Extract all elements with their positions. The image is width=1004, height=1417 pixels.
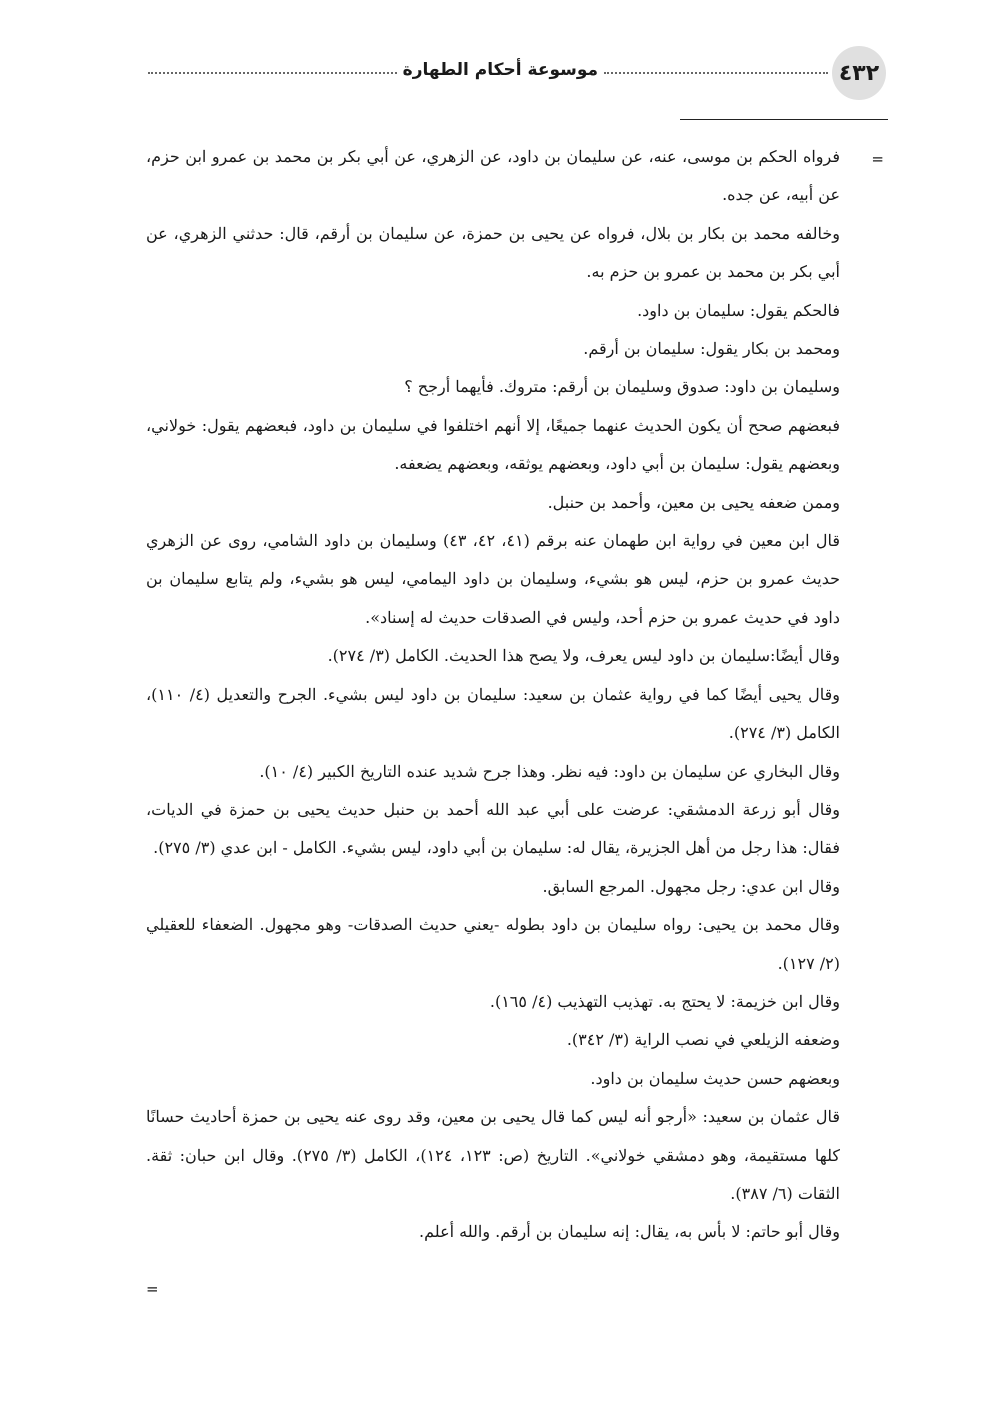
paragraph: وقال محمد بن يحيى: رواه سليمان بن داود بطوله -يعني حديث الصدقات- وهو مجهول. الضعفاء للعقيلي (٢/ ١٢٧). [146, 915, 841, 973]
paragraph: وخالفه محمد بن بكار بن بلال، فرواه عن يحيى بن حمزة، عن سليمان بن أرقم، قال: حدثني الزهري، عن أبي بكر بن محمد بن عمرو بن حزم به. [146, 223, 840, 282]
paragraph: وسليمان بن داود: صدوق وسليمان بن أرقم: متروك. فأيهما أرجح ؟ [404, 377, 840, 397]
continuation-marker-bottom: = [146, 1280, 159, 1298]
paragraph: وقال البخاري عن سليمان بن داود: فيه نظر. وهذا جرح شديد عنده التاريخ الكبير (٤/ ١٠). [259, 761, 840, 781]
paragraph: وقال ابن خزيمة: لا يحتج به. تهذيب التهذيب (٤/ ١٦٥). [489, 991, 840, 1011]
paragraph: وقال أبو زرعة الدمشقي: عرضت على أبي عبد الله أحمد بن حنبل حديث يحيى بن حمزة في الديات، فقال: هذا رجل من أهل الجزيرة، يقال له: سليمان بن أبي داود، ليس بشيء. الكامل - ابن عدي (٣/ ٢٧٥). [146, 799, 840, 858]
leader-dots-left [148, 72, 397, 74]
paragraph: وقال ابن عدي: رجل مجهول. المرجع السابق. [542, 876, 840, 896]
paragraph: فبعضهم صحح أن يكون الحديث عنهما جميعًا، إلا أنهم اختلفوا في سليمان بن داود، فبعضهم يقول: خولاني، وبعضهم يقول: سليمان بن أبي داود، وبعضهم يوثقه، وبعضهم يضعفه. [146, 415, 840, 474]
paragraph: ومحمد بن بكار يقول: سليمان بن أرقم. [583, 339, 840, 359]
footnote-body [146, 138, 840, 1252]
leader-dots-right [604, 72, 828, 74]
paragraph: وضعفه الزيلعي في نصب الراية (٣/ ٣٤٢). [566, 1030, 840, 1050]
paragraph: فالحكم يقول: سليمان بن داود. [637, 300, 840, 320]
footnote-rule [680, 119, 888, 120]
paragraph: وبعضهم حسن حديث سليمان بن داود. [590, 1068, 840, 1088]
page-header [148, 46, 892, 102]
paragraph: قال ابن معين في رواية ابن طهمان عنه برقم (٤١، ٤٢، ٤٣) وسليمان بن داود الشامي، روى عن الزهري حديث عمرو بن حزم، ليس هو بشيء، وسليمان بن داود اليمامي، ليس هو بشيء، ولم يتابع سليمان بن داود في حديث عمرو بن حزم أحد، وليس في الصدقات حديث له إسناد». [146, 531, 841, 627]
paragraph: وقال أيضًا:سليمان بن داود ليس يعرف، ولا يصح هذا الحديث. الكامل (٣/ ٢٧٤). [327, 646, 840, 666]
paragraph: فرواه الحكم بن موسى، عنه، عن سليمان بن داود، عن الزهري، عن أبي بكر بن محمد بن عمرو ابن حزم، عن أبيه، عن جده. [146, 147, 840, 205]
paragraph: وقال أبو حاتم: لا بأس به، يقال: إنه سليمان بن أرقم. والله أعلم. [419, 1222, 840, 1242]
continuation-marker-top: = [871, 150, 884, 168]
running-title [148, 60, 828, 80]
paragraph: وممن ضعفه يحيى بن معين، وأحمد بن حنبل. [547, 492, 840, 512]
book-title: موسوعة أحكام الطهارة [402, 60, 598, 80]
paragraph: وقال يحيى أيضًا كما في رواية عثمان بن سعيد: سليمان بن داود ليس بشيء. الجرح والتعديل (٤/ ١١٠)، الكامل (٣/ ٢٧٤). [146, 684, 840, 743]
paragraph: قال عثمان بن سعيد: «أرجو أنه ليس كما قال يحيى بن معين، وقد روى عنه يحيى بن حمزة أحاديث حسانًا كلها مستقيمة، وهو دمشقي خولاني». التاريخ (ص: ١٢٣، ١٢٤)، الكامل (٣/ ٢٧٥). وقال ابن حبان: ثقة. الثقات (٦/ ٣٨٧). [146, 1107, 840, 1203]
page-number: ٤٣٢ [832, 46, 886, 100]
